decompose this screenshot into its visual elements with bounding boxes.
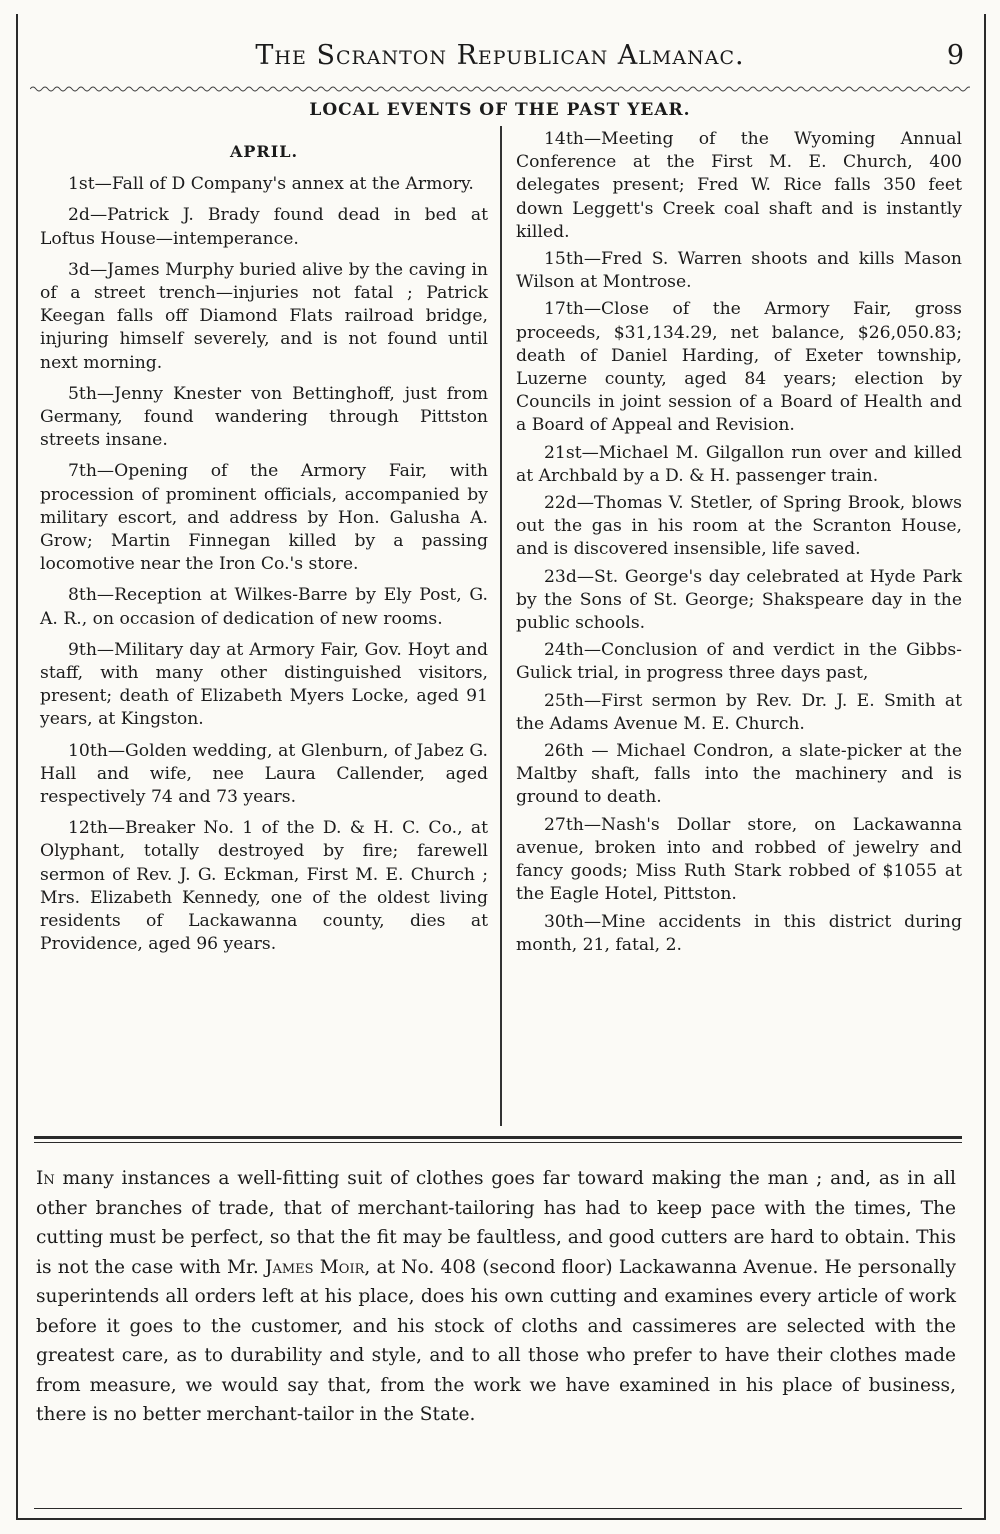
page-header	[30, 40, 970, 80]
bottom-rule	[34, 1508, 962, 1509]
event-entry: 26th — Michael Condron, a slate-picker at the Maltby shaft, falls into the machinery and is ground to death.	[516, 741, 962, 808]
event-entry: 5th—Jenny Knester von Bettinghoff, just from Germany, found wandering through Pittston streets insane.	[40, 383, 488, 451]
ad-lead-word: In	[36, 1168, 55, 1189]
wavy-rule	[30, 84, 970, 94]
event-entry: 15th—Fred S. Warren shoots and kills Mason Wilson at Montrose.	[516, 249, 962, 293]
ad-tailor-name: James Moir	[265, 1256, 365, 1278]
event-entry: 14th—Meeting of the Wyoming Annual Conference at the First M. E. Church, 400 delegates present; Fred W. Rice falls 350 feet down Leggett's Creek coal shaft and is instantly killed.	[516, 129, 962, 242]
section-title: LOCAL EVENTS OF THE PAST YEAR.	[309, 100, 691, 120]
ad-rest: , at No. 408 (second floor) Lackawanna Avenue. He personally superintends all orders left at his place, does his own cutting and examines every article of work before it goes to the customer, and his stock of cloths and cassimeres are selected with the greatest care, as to durability and style, and to all those who prefer to have their clothes made from measure, we would say that, from the work we have examined in his place of business, there is no better merchant-tailor in the State.	[36, 1256, 956, 1425]
left-column	[40, 128, 488, 965]
event-entry: 24th—Conclusion of and verdict in the Gibbs-Gulick trial, in progress three days past,	[516, 640, 962, 684]
event-entry: 27th—Nash's Dollar store, on Lackawanna avenue, broken into and robbed of jewelry and fancy goods; Miss Ruth Stark robbed of $1055 at the Eagle Hotel, Pittston.	[516, 814, 962, 905]
event-entry: 8th—Reception at Wilkes-Barre by Ely Post, G. A. R., on occasion of dedication of new rooms.	[40, 585, 488, 629]
event-entry: 21st—Michael M. Gilgallon run over and killed at Archbald by a D. & H. passenger train.	[516, 442, 962, 486]
event-entry: 9th—Military day at Armory Fair, Gov. Hoyt and staff, with many other distinguished visitors, present; death of Elizabeth Myers Locke, aged 91 years, at Kingston.	[40, 639, 488, 730]
event-entry: 1st—Fall of D Company's annex at the Armory.	[68, 174, 474, 195]
event-entry: 30th—Mine accidents in this district during month, 21, fatal, 2.	[516, 911, 962, 955]
event-entry: 3d—James Murphy buried alive by the caving in of a street trench—injuries not fatal ; Patrick Keegan falls off Diamond Flats railroad bridge, injuring himself severely, and is not found until next morning.	[40, 259, 488, 373]
almanac-title: The Scranton Republican Almanac.	[255, 40, 745, 71]
event-entry: 25th—First sermon by Rev. Dr. J. E. Smith at the Adams Avenue M. E. Church.	[516, 690, 962, 734]
event-entry: 10th—Golden wedding, at Glenburn, of Jabez G. Hall and wife, nee Laura Callender, aged respectively 74 and 73 years.	[40, 740, 488, 808]
page-number: 9	[946, 40, 964, 71]
double-rule-thin	[34, 1142, 962, 1143]
event-entry: 22d—Thomas V. Stetler, of Spring Brook, blows out the gas in his room at the Scranton House, and is discovered insensible, life saved.	[516, 493, 962, 560]
right-entries	[516, 128, 962, 957]
advertisement-paragraph	[36, 1164, 956, 1430]
event-entry: 12th—Breaker No. 1 of the D. & H. C. Co., at Olyphant, totally destroyed by fire; farewell sermon of Rev. J. G. Eckman, First M. E. Church ; Mrs. Elizabeth Kennedy, one of the oldest living residents of Lackawanna county, dies at Providence, aged 96 years.	[40, 818, 488, 955]
double-rule-thick	[34, 1136, 962, 1139]
month-heading: APRIL.	[229, 142, 299, 161]
event-entry: 17th—Close of the Armory Fair, gross proceeds, $31,134.29, net balance, $26,050.83; death of Daniel Harding, of Exeter township, Luzerne county, aged 84 years; election by Councils in joint session of a Board of Health and a Board of Appeal and Revision.	[516, 299, 962, 436]
right-column	[516, 128, 962, 961]
column-divider	[500, 126, 502, 1126]
event-entry: 2d—Patrick J. Brady found dead in bed at Loftus House—intemperance.	[40, 205, 488, 249]
left-entries	[40, 173, 488, 956]
ad-body: many instances a well-fitting suit of clothes goes far toward making the man ; and, as in all other branches of trade, that of merchant-tailoring has had to keep pace with the times, The cutting must be perfect, so that the fit may be faultless, and good cutters are hard to obtain. This is not the case with Mr.	[36, 1168, 956, 1278]
event-entry: 7th—Opening of the Armory Fair, with procession of prominent officials, accompanied by military escort, and address by Hon. Galusha A. Grow; Martin Finnegan killed by a passing locomotive near the Iron Co.'s store.	[40, 461, 488, 575]
event-entry: 23d—St. George's day celebrated at Hyde Park by the Sons of St. George; Shakspeare day in the public schools.	[516, 566, 962, 634]
